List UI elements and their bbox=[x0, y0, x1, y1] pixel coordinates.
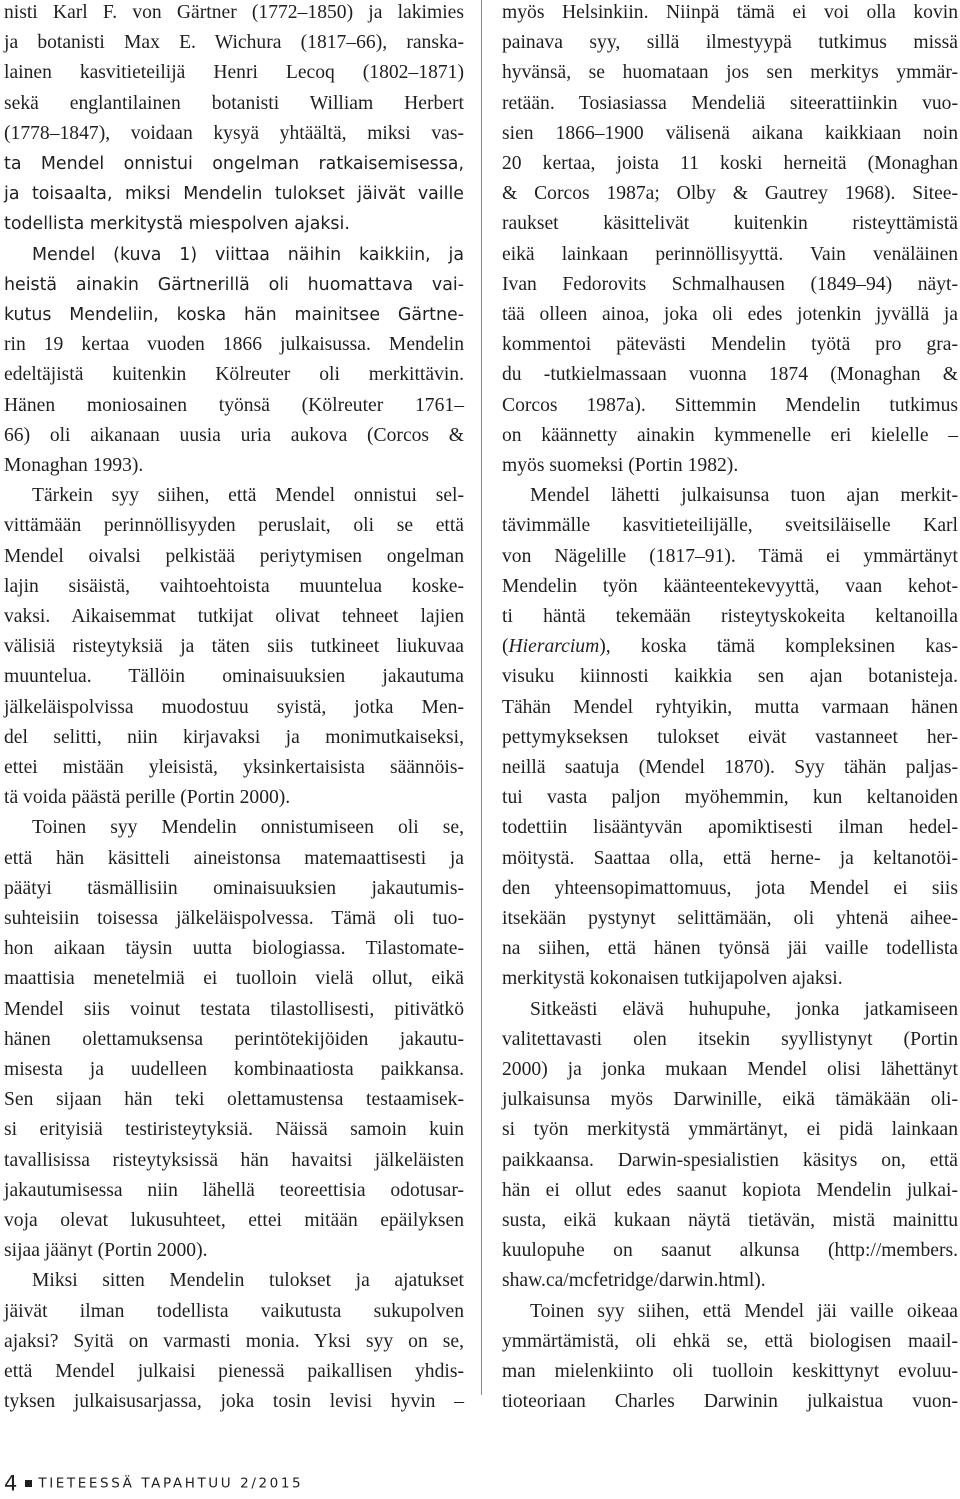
text-line: todellista merkitystä miespolven ajaksi. bbox=[4, 214, 350, 235]
text-line: lajin sisäistä, vaihtoehtoista muuntelua koske- bbox=[4, 575, 464, 597]
text-line: voja olevat lukusuhteet, ettei mitään epäilyksen bbox=[4, 1210, 464, 1231]
text-line: tioteoriaan Charles Darwinin julkaistua vuon- bbox=[502, 1391, 958, 1413]
text-line: (Hierarcium), koska tämä kompleksinen kas- bbox=[502, 636, 958, 658]
text-line: ajaksi? Syitä on varmasti monia. Yksi syy on se, bbox=[4, 1330, 464, 1352]
text-line: vaksi. Aikaisemmat tutkijat olivat tehneet lajien bbox=[4, 606, 464, 627]
text-line: suhteisiin toisessa jälkeläispolvessa. Tämä oli tuo- bbox=[4, 908, 464, 929]
text-line: sijaa jäänyt (Portin 2000). bbox=[4, 1240, 208, 1262]
text-line: ja toisaalta, miksi Mendelin tulokset jäivät vaille bbox=[4, 184, 464, 205]
text-line: Tärkein syy siihen, että Mendel onnistui sel- bbox=[32, 485, 464, 507]
text-line: den yhteensopimattomuus, jota Mendel ei siis bbox=[502, 877, 958, 899]
text-line: hänen olettamuksensa perintötekijöiden jakautu- bbox=[4, 1028, 464, 1050]
text-line: shaw.ca/mcfetridge/darwin.html). bbox=[502, 1270, 766, 1292]
text-line: Mendel siis voinut testata tilastollisesti, pitivätkö bbox=[4, 998, 464, 1020]
text-line: visuku kiinnosti kaikkia sen ajan botanisteja. bbox=[502, 666, 958, 688]
text-line: pettymykseksen tulokset eivät vastanneet her- bbox=[502, 726, 958, 748]
text-line: Toinen syy Mendelin onnistumiseen oli se, bbox=[32, 817, 464, 839]
text-line: valitettavasti olen itsekin syyllistynyt (Portin bbox=[502, 1028, 958, 1050]
journal-title: TIETEESSÄ TAPAHTUU 2/2015 bbox=[38, 1475, 304, 1492]
text-line: na siihen, että hänen työnsä jäi vaille todellista bbox=[502, 938, 958, 960]
text-line: ymmärtämistä, oli ehkä se, että biologisen maail- bbox=[502, 1330, 958, 1352]
text-line: painava syy, sillä ilmestyypä tutkimus missä bbox=[502, 32, 958, 54]
page-footer bbox=[4, 1468, 303, 1498]
text-line: heistä ainakin Gärtnerillä oli huomattava vai- bbox=[4, 274, 464, 295]
text-line: tyksen julkaisusarjassa, joka tosin levisi hyvin – bbox=[4, 1391, 464, 1413]
text-line: 66) oli aikanaan uusia uria aukova (Corcos & bbox=[4, 424, 464, 446]
text-line: julkaisunsa myös Darwinille, eikä tämäkään oli- bbox=[502, 1089, 958, 1111]
text-line: Tähän Mendel ryhtyikin, mutta varmaan hänen bbox=[502, 696, 958, 718]
text-line: Sitkeästi elävä huhupuhe, jonka jatkamiseen bbox=[530, 998, 958, 1020]
text-line: ti häntä tekemään risteytyskokeita keltanoilla bbox=[502, 606, 958, 627]
text-line: lainen kasvitieteilijä Henri Lecoq (1802–1871) bbox=[4, 62, 464, 84]
text-line: 2000) ja jonka mukaan Mendel olisi lähettänyt bbox=[502, 1059, 958, 1080]
text-line: Miksi sitten Mendelin tulokset ja ajatukset bbox=[32, 1270, 464, 1292]
text-line: Mendel oivalsi pelkistää periytymisen ongelman bbox=[4, 545, 464, 567]
text-line: hon aikaan täysin uutta biologiassa. Tilastomate- bbox=[4, 938, 464, 960]
text-line: man mielenkiinto oli tuolloin keskittynyt evoluu- bbox=[502, 1361, 958, 1382]
text-line: Hänen moniosainen työnsä (Kölreuter 1761– bbox=[4, 394, 464, 416]
text-line: merkitystä kokonaisen tutkijapolven ajaksi. bbox=[502, 968, 843, 990]
text-line: tää olleen ainoa, joka oli edes jotenkin jyvällä ja bbox=[502, 304, 958, 325]
text-line: ja botanisti Max E. Wichura (1817–66), ranska- bbox=[4, 32, 464, 54]
text-line: että Mendel julkaisi pienessä paikallisen yhdis- bbox=[4, 1361, 464, 1382]
text-line: vittämään perinnöllisyyden peruslait, oli se että bbox=[4, 515, 464, 537]
text-line: (1778–1847), voidaan kysyä yhtäältä, miksi vas- bbox=[4, 122, 464, 144]
text-line: Toinen syy siihen, että Mendel jäi vaille oikeaa bbox=[530, 1300, 958, 1322]
text-line: neillä saatuja (Mendel 1870). Syy tähän paljas- bbox=[502, 757, 958, 778]
text-line: Mendelin työn käänteentekevyyttä, vaan kehot- bbox=[502, 575, 958, 597]
text-line: sekä englantilainen botanisti William Herbert bbox=[4, 92, 464, 114]
text-line: kuulopuhe on saanut alkunsa (http://members. bbox=[502, 1240, 958, 1262]
text-line: Monaghan 1993). bbox=[4, 455, 144, 476]
text-line: hän ei ollut edes saanut kopiota Mendelin julkai- bbox=[502, 1179, 958, 1201]
text-line: tui vasta paljon myöhemmin, kun keltanoiden bbox=[502, 787, 958, 809]
text-line: jakautumisessa niin lähellä teoreettisia odotusar- bbox=[4, 1179, 464, 1201]
text-line: sien 1866–1900 välisenä aikana kaikkiaan noin bbox=[502, 122, 958, 144]
text-line: paikkaansa. Darwin-spesialistien käsitys on, että bbox=[502, 1149, 958, 1171]
italic-term: Hierarcium bbox=[508, 636, 600, 658]
text-line: du -tutkielmassaan vuonna 1874 (Monaghan & bbox=[502, 364, 958, 386]
text-line: Corcos 1987a). Sittemmin Mendelin tutkimus bbox=[502, 394, 958, 416]
text-line: maattisia menetelmiä ei tuolloin vielä ollut, eikä bbox=[4, 968, 464, 990]
text-line: tä voida päästä perille (Portin 2000). bbox=[4, 787, 291, 809]
text-line: tävimmälle kasvitieteilijälle, sveitsiläiselle Karl bbox=[502, 515, 958, 537]
text-line: edeltäjistä kuitenkin Kölreuter oli merkittävin. bbox=[4, 364, 464, 386]
text-line: välisiä risteytyksiä ja täten siis tutkineet liukuvaa bbox=[4, 636, 464, 658]
text-line: ettei mistään yleisistä, yksinkertaisista säännöis- bbox=[4, 757, 464, 778]
text-line: susta, eikä kukaan näytä tietävän, mistä mainittu bbox=[502, 1210, 958, 1231]
text-line: myös Helsinkiin. Niinpä tämä ei voi olla kovin bbox=[502, 2, 958, 23]
text-line: si erityisiä testiristeytyksiä. Näissä samoin kuin bbox=[4, 1119, 464, 1141]
text-line: hyvänsä, se huomataan jos sen merkitys ymmär- bbox=[502, 62, 958, 84]
text-line: rin 19 kertaa vuoden 1866 julkaisussa. Mendelin bbox=[4, 334, 464, 356]
text-line: myös suomeksi (Portin 1982). bbox=[502, 455, 739, 476]
text-line: Sen sijaan hän teki olettamustensa testaamisek- bbox=[4, 1089, 464, 1111]
column-divider bbox=[481, 0, 482, 1395]
square-bullet-icon bbox=[25, 1480, 32, 1487]
text-line: retään. Tosiasiassa Mendeliä siteerattiinkin vuo- bbox=[502, 92, 958, 114]
text-line: von Nägelille (1817–91). Tämä ei ymmärtänyt bbox=[502, 545, 958, 567]
text-line: 20 kertaa, joista 11 koski herneitä (Monaghan bbox=[502, 153, 958, 174]
text-line: Ivan Fedorovits Schmalhausen (1849–94) näyt- bbox=[502, 273, 958, 295]
text-line: misesta ja uudelleen kombinaatiosta paikkansa. bbox=[4, 1059, 464, 1080]
text-line: möitystä. Saattaa olla, että herne- ja keltanotöi- bbox=[502, 847, 958, 869]
text-line: jälkeläispolvissa muodostuu syistä, jotka Men- bbox=[4, 696, 464, 718]
text-line: jäivät ilman todellista vaikutusta sukupolven bbox=[4, 1300, 464, 1322]
page-number: 4 bbox=[4, 1471, 18, 1496]
text-line: kommentoi pätevästi Mendelin työtä pro gra- bbox=[502, 334, 958, 356]
text-line: on käännetty ainakin kymmenelle eri kielelle – bbox=[502, 424, 958, 446]
text-line: raukset käsittelivät kuitenkin risteyttämistä bbox=[502, 213, 958, 235]
text-line: tavallisissa risteytyksissä hän havaitsi jälkeläisten bbox=[4, 1149, 464, 1171]
text-line: että hän käsitteli aineistonsa matemaattisesti ja bbox=[4, 847, 464, 869]
text-line: si työn merkitystä ymmärtänyt, ei pidä lainkaan bbox=[502, 1119, 958, 1141]
text-line: del selitti, niin kirjavaksi ja monimutkaiseksi, bbox=[4, 726, 464, 748]
text-line: & Corcos 1987a; Olby & Gautrey 1968). Sitee- bbox=[502, 183, 958, 205]
text-line: eikä lainkaan perinnöllisyyttä. Vain venäläinen bbox=[502, 243, 958, 265]
text-line: todettiin lisääntyvän apomiktisesti ilman hedel- bbox=[502, 817, 958, 839]
text-line: Mendel lähetti julkaisunsa tuon ajan merkit- bbox=[530, 485, 958, 507]
text-line: itsekään pystynyt selittämään, oli yhtenä aihee- bbox=[502, 908, 958, 929]
text-line: päätyi täsmällisiin ominaisuuksien jakautumis- bbox=[4, 877, 464, 899]
text-line: ta Mendel onnistui ongelman ratkaisemisessa, bbox=[4, 154, 464, 174]
text-line: muuntelua. Tällöin ominaisuuksien jakautuma bbox=[4, 666, 464, 688]
text-line: kutus Mendeliin, koska hän mainitsee Gärtne- bbox=[4, 305, 464, 325]
text-line: nisti Karl F. von Gärtner (1772–1850) ja lakimies bbox=[4, 2, 464, 23]
text-line: Mendel (kuva 1) viittaa näihin kaikkiin, ja bbox=[32, 244, 464, 265]
